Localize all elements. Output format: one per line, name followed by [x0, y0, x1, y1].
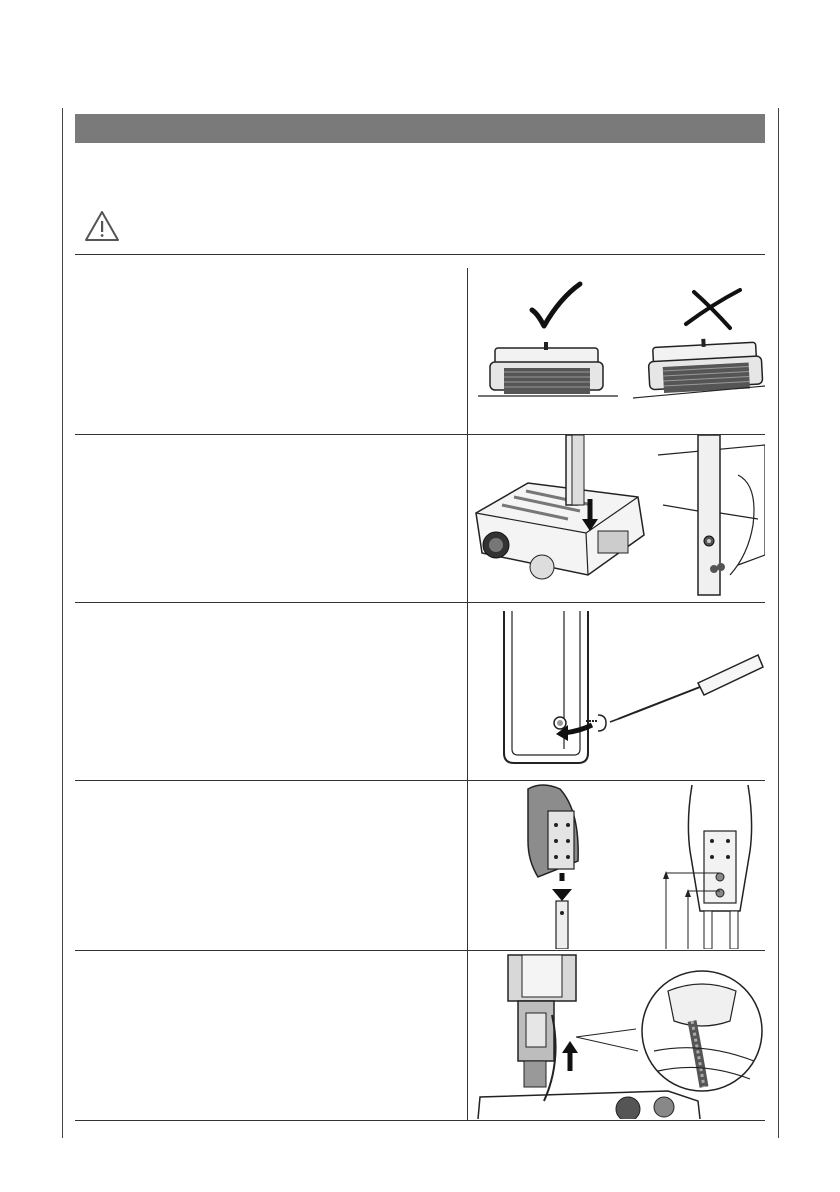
left-margin-line — [62, 108, 63, 1138]
control-box-right — [688, 785, 751, 949]
screw-fastening-figure — [468, 603, 765, 779]
cross-mark-icon — [686, 290, 740, 328]
up-arrow-icon — [562, 1041, 578, 1071]
table-top-rule — [75, 254, 765, 255]
brush-unit-level — [490, 342, 603, 394]
check-mark-icon — [532, 284, 580, 326]
up-down-arrow-icon — [552, 873, 572, 901]
base-outline — [478, 1091, 700, 1119]
cable-detail-magnifier — [642, 971, 762, 1091]
warning-triangle-icon — [84, 210, 120, 242]
brush-unit-tilted — [647, 336, 763, 394]
table-bottom-rule — [75, 1120, 765, 1121]
roller-brush-figure — [468, 268, 765, 433]
pointer-lines — [576, 1029, 638, 1051]
handle-insertion-figure — [468, 435, 765, 601]
cable-routing-figure — [468, 951, 765, 1119]
pole-left — [556, 901, 568, 949]
base-unit — [476, 483, 644, 579]
handle-tube-closeup — [504, 611, 588, 763]
handle-detail-view — [658, 435, 765, 595]
right-margin-line — [778, 108, 779, 1138]
handle-tube — [566, 435, 584, 505]
control-box-mounting-figure — [468, 781, 765, 949]
handle-assembly — [508, 955, 576, 1101]
screwdriver-icon — [610, 655, 763, 722]
control-box-left — [528, 785, 578, 877]
section-header-bar — [75, 114, 765, 143]
